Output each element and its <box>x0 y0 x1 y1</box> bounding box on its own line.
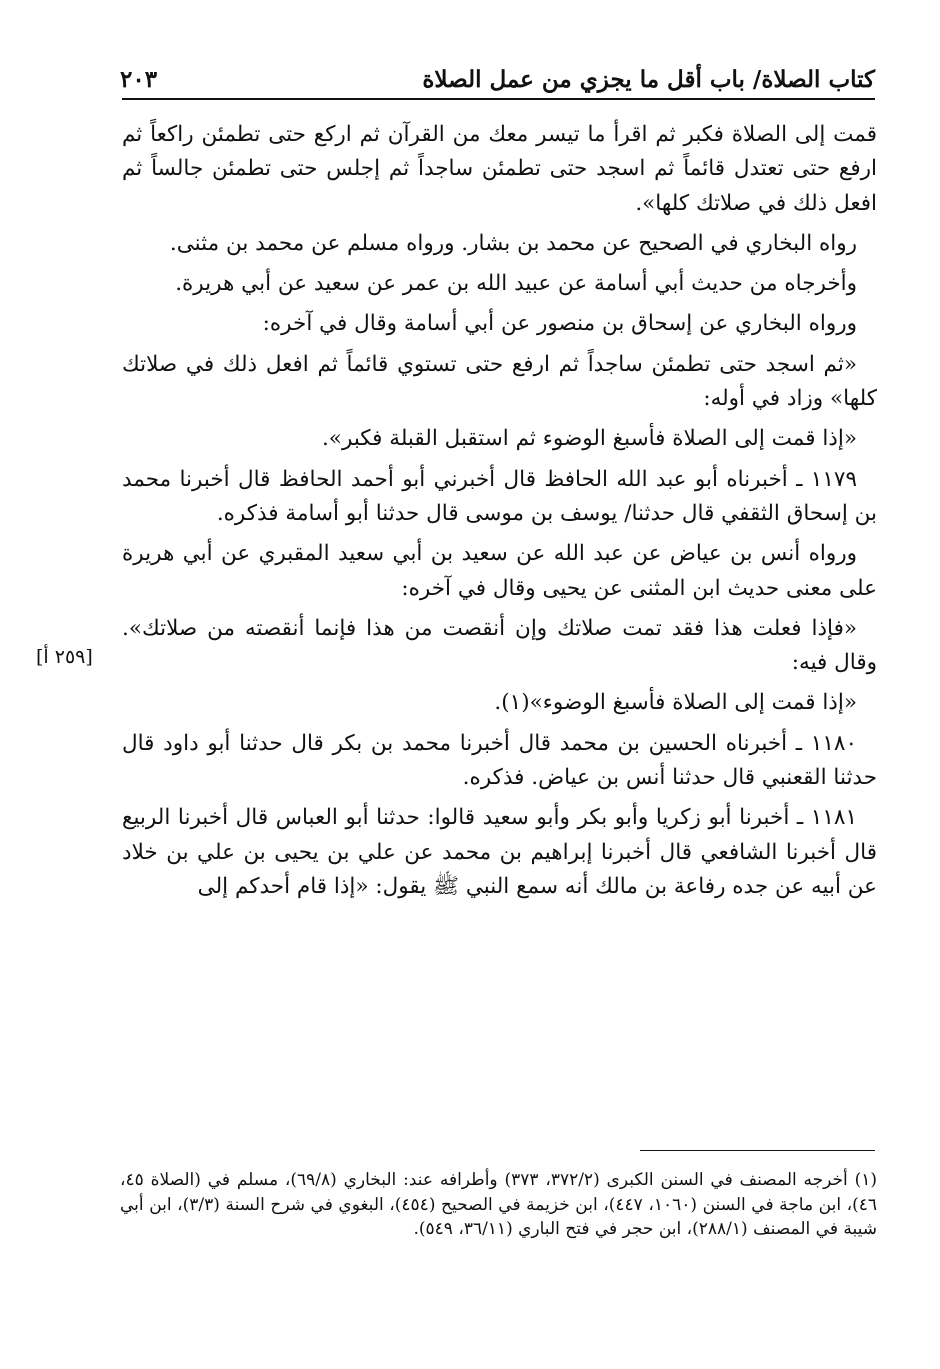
hadith-1181: ١١٨١ ـ أخبرنا أبو زكريا وأبو بكر وأبو سعيد قالوا: حدثنا أبو العباس قال أخبرنا الربيع قال أخبرنا الشافعي قال أخبرنا إبراهيم بن محمد عن علي بن يحيى بن علي بن خلاد عن أبيه عن جده رفاعة بن مالك أنه سمع النبي ﷺ يقول: «إذا قام أحدكم إلى <box>122 805 877 899</box>
paragraph: «إذا قمت إلى الصلاة فأسبغ الوضوء»(١). <box>494 690 857 716</box>
hadith-1179: ١١٧٩ ـ أخبرناه أبو عبد الله الحافظ قال أخبرني أبو أحمد الحافظ قال أخبرنا محمد بن إسحاق الثقفي قال حدثنا/ يوسف بن موسى قال حدثنا أبو أسامة فذكره. <box>122 466 877 526</box>
header-rule <box>122 98 875 100</box>
manuscript-folio-note: [٢٥٩ أ] <box>36 646 93 668</box>
page-number: ٢٠٣ <box>120 66 158 93</box>
footnote-rule <box>640 1150 875 1151</box>
running-header <box>120 58 875 98</box>
hadith-1180: ١١٨٠ ـ أخبرناه الحسين بن محمد قال أخبرنا محمد بن بكر قال حدثنا أبو داود قال حدثنا القعنبي قال حدثنا أنس بن عياض. فذكره. <box>122 730 877 791</box>
header-title: كتاب الصلاة/ باب أقل ما يجزي من عمل الصلاة <box>422 66 875 93</box>
paragraph: وأخرجاه من حديث أبي أسامة عن عبيد الله بن عمر عن سعيد عن أبي هريرة. <box>175 271 857 297</box>
paragraph: ورواه البخاري عن إسحاق بن منصور عن أبي أسامة وقال في آخره: <box>262 311 857 337</box>
paragraph: ورواه أنس بن عياض عن عبد الله عن سعيد بن أبي سعيد المقبري عن أبي هريرة على معنى حديث ابن المثنى عن يحيى وقال في آخره: <box>122 541 877 601</box>
paragraph: «ثم اسجد حتى تطمئن ساجداً ثم ارفع حتى تستوي قائماً ثم افعل ذلك في صلاتك كلها» وزاد في أوله: <box>122 351 877 412</box>
footnotes <box>120 1168 877 1242</box>
paragraph: رواه البخاري في الصحيح عن محمد بن بشار. ورواه مسلم عن محمد بن مثنى. <box>169 230 857 256</box>
paragraph: «إذا قمت إلى الصلاة فأسبغ الوضوء ثم استقبل القبلة فكبر». <box>321 426 857 452</box>
main-text <box>122 118 877 910</box>
paragraph: «فإذا فعلت هذا فقد تمت صلاتك وإن أنقصت من هذا فإنما أنقصته من صلاتك». وقال فيه: <box>122 615 877 676</box>
paragraph: قمت إلى الصلاة فكبر ثم اقرأ ما تيسر معك من القرآن ثم اركع حتى تطمئن راكعاً ثم ارفع حتى تعتدل قائماً ثم اسجد حتى تطمئن ساجداً ثم إجلس حتى تطمئن جالساً ثم افعل ذلك في صلاتك كلها». <box>122 122 877 216</box>
footnote: (١) أخرجه المصنف في السنن الكبرى (٣٧٢/٢، ٣٧٣) وأطرافه عند: البخاري (٦٩/٨)، مسلم في (الصلاة ٤٥، ٤٦)، ابن ماجة في السنن (١٠٦٠، ٤٤٧)، ابن خزيمة في الصحيح (٤٥٤)، البغوي في شرح السنة (٣/٣)، ابن أبي شيبة في المصنف (٢٨٨/١)، ابن حجر في فتح الباري (٣٦/١١، ٥٤٩). <box>120 1170 878 1239</box>
